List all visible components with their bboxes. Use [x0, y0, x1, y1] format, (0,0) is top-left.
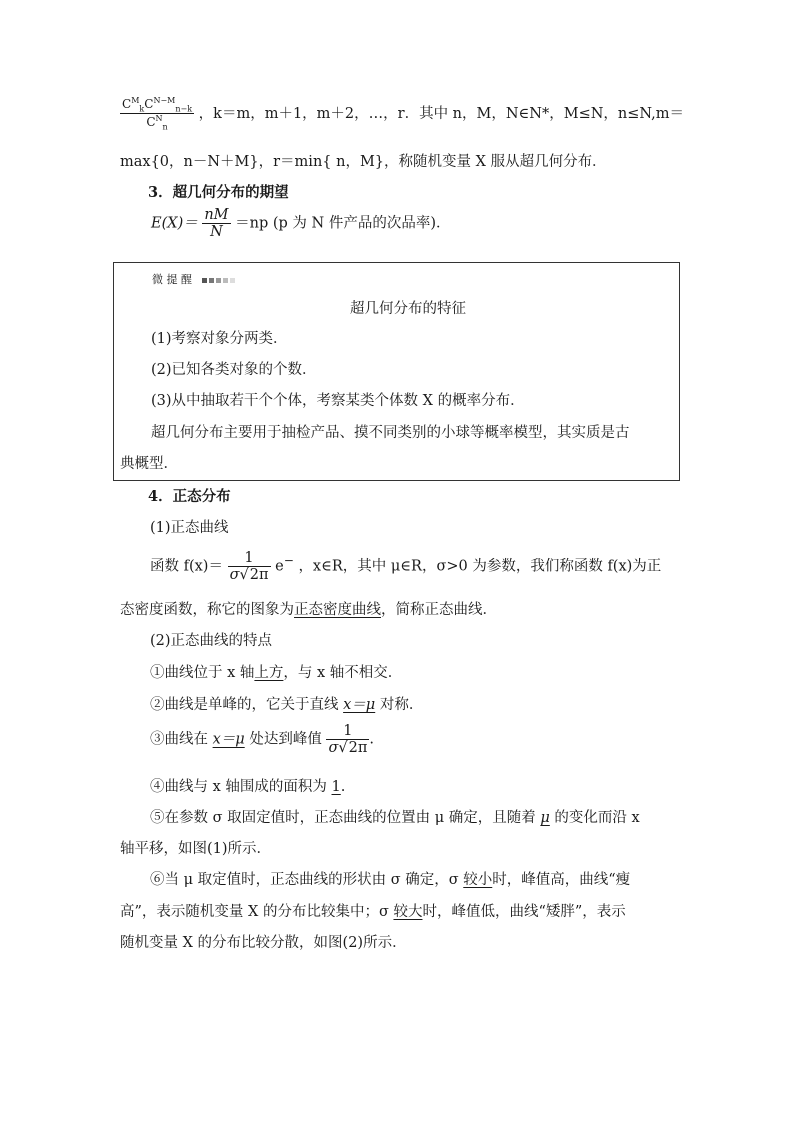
expectation-lhs: E(X)＝	[151, 215, 198, 232]
tip-dots	[202, 273, 237, 286]
property-6-l2-pre: 高”，表示随机变量 X 的分布比较集中；σ	[120, 904, 394, 920]
property-5-line-2: 轴平移，如图(1)所示．	[120, 841, 272, 857]
peak-den-sigma: σ	[328, 740, 339, 756]
property-1-post: ，与 x 轴不相交．	[283, 665, 403, 681]
property-4-underline: 1	[331, 779, 341, 795]
frac-num-sub1: k	[139, 104, 145, 114]
property-1-underline: 上方	[254, 665, 284, 681]
property-3-post: .	[369, 731, 374, 748]
frac-num-sup1: M	[131, 96, 140, 105]
tip-dot	[202, 278, 207, 283]
frac-num-c1: C	[122, 97, 132, 111]
property-1	[150, 661, 402, 682]
hypergeometric-fraction	[120, 96, 194, 132]
property-3-pre: ③曲线在	[150, 731, 213, 748]
frac-den-sub: n	[162, 122, 168, 132]
property-6-line-2	[120, 900, 626, 921]
func-line-2-pre: 态密度函数，称它的图象为	[120, 602, 294, 618]
tip-dot	[230, 278, 235, 283]
tip-label	[152, 271, 237, 287]
property-6-l2-post: 时，峰值低，曲线“矮胖”，表示	[422, 904, 626, 920]
property-3	[150, 723, 374, 756]
func-post: ，x∈R，其中 μ∈R，σ>0 为参数，我们称函数 f(x)为正	[298, 558, 662, 575]
tip-dot	[223, 278, 228, 283]
tip-title: 超几何分布的特征	[350, 301, 466, 317]
property-4-pre: ④曲线与 x 轴围成的面积为	[150, 779, 332, 795]
peak-num: 1	[326, 723, 369, 740]
tip-box	[113, 262, 680, 481]
peak-den-sqrt: 2π	[348, 740, 368, 756]
frac-num-c2: C	[144, 97, 154, 111]
tip-dot	[216, 278, 221, 283]
expectation-formula	[151, 207, 450, 240]
tip-paragraph-line-2: 典概型．	[120, 456, 178, 472]
formula-line-1-rest: ，k＝m，m＋1，m＋2，…，r．其中 n，M，N∈N*，M≤N，n≤N,m＝	[198, 105, 685, 122]
property-6-l1-post: 时，峰值高，曲线“瘦	[492, 872, 631, 888]
property-4-post: .	[340, 779, 346, 795]
property-4	[150, 775, 345, 796]
tip-item-2: (2)已知各类对象的个数．	[151, 362, 317, 378]
section-3-title: 3．超几何分布的期望	[148, 184, 289, 201]
expectation-num: nM	[204, 207, 229, 223]
func-exp: −	[283, 553, 294, 568]
frac-num-sub2: n−k	[175, 104, 193, 114]
expectation-rhs: ＝np (p 为 N 件产品的次品率)．	[235, 215, 451, 232]
property-5-line-1	[150, 806, 640, 827]
formula-line-1	[120, 96, 684, 132]
func-e: e	[275, 558, 284, 575]
normal-density-formula	[150, 550, 661, 583]
sqrt-icon: √	[239, 567, 249, 583]
frac-num-sup2: N−M	[153, 96, 176, 105]
formula-line-2: max{0，n－N＋M}，r＝min{ n，M}，称随机变量 X 服从超几何分布．	[120, 154, 607, 170]
property-5-post: 的变化而沿 x	[549, 810, 640, 826]
tip-item-3: (3)从中抽取若干个个体，考察某类个体数 X 的概率分布．	[151, 393, 525, 409]
func-line-2-post: ，简称正态曲线．	[381, 602, 497, 618]
func-num: 1	[228, 550, 271, 567]
property-2-underline: x＝μ	[343, 697, 376, 713]
property-6-line-3: 随机变量 X 的分布比较分散，如图(2)所示．	[120, 935, 407, 951]
func-den	[228, 567, 271, 583]
tip-label-text: 微 提 醒	[152, 273, 192, 286]
normal-density-curve-term: 正态密度曲线	[294, 602, 381, 618]
func-pre: 函数 f(x)＝	[150, 558, 223, 575]
peak-fraction	[326, 723, 369, 756]
tip-paragraph-line-1: 超几何分布主要用于抽检产品、摸不同类别的小球等概率模型，其实质是古	[151, 425, 630, 441]
property-2	[150, 693, 423, 714]
property-6-small-underline: 较小	[463, 872, 493, 888]
expectation-fraction	[202, 207, 230, 240]
property-3-mid: 处达到峰值	[244, 731, 322, 748]
section-4-title: 4．正态分布	[148, 488, 231, 505]
property-1-pre: ①曲线位于 x 轴	[150, 665, 255, 681]
tip-dot	[209, 278, 214, 283]
property-6-large-underline: 较大	[393, 904, 423, 920]
property-2-post: 对称．	[375, 697, 424, 713]
subsection-2-title: (2)正态曲线的特点	[150, 633, 273, 649]
func-den-sqrt: 2π	[249, 567, 269, 583]
frac-den-sup: N	[155, 114, 163, 124]
property-5-underline: μ	[540, 810, 550, 826]
property-5-pre: ⑤在参数 σ 取固定值时，正态曲线的位置由 μ 确定，且随着	[150, 810, 541, 826]
frac-den-c: C	[146, 115, 156, 130]
property-6-l1-pre: ⑥当 μ 取定值时，正态曲线的形状由 σ 确定，σ	[150, 872, 464, 888]
func-fraction	[228, 550, 271, 583]
sqrt-icon: √	[338, 740, 348, 756]
func-line-2	[120, 598, 497, 619]
peak-den	[326, 740, 369, 756]
tip-item-1: (1)考察对象分两类．	[151, 331, 288, 347]
expectation-den: N	[210, 224, 223, 240]
func-den-sigma: σ	[229, 567, 240, 583]
property-6-line-1	[150, 868, 630, 889]
property-3-underline: x＝μ	[212, 731, 245, 748]
property-2-pre: ②曲线是单峰的，它关于直线	[150, 697, 344, 713]
subsection-1-title: (1)正态曲线	[150, 520, 229, 536]
